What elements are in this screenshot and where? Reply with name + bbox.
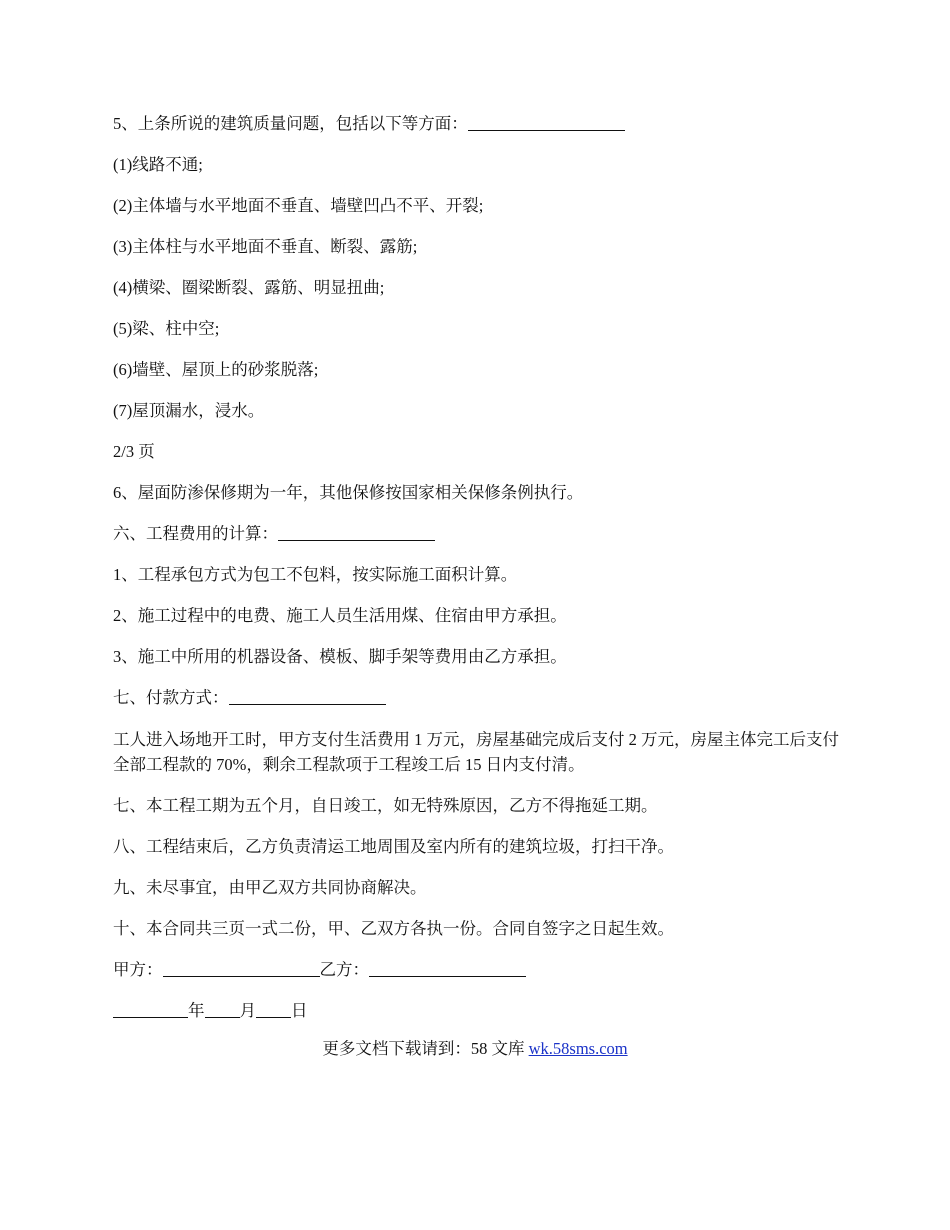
- paragraph: (6)墙壁、屋顶上的砂浆脱落;: [113, 360, 319, 379]
- year-label: 年: [188, 1001, 205, 1020]
- paragraph: (1)线路不通;: [113, 155, 203, 174]
- fill-in-blank: [278, 522, 435, 541]
- paragraph-text: 5、上条所说的建筑质量问题，包括以下等方面：: [113, 114, 468, 133]
- date-line: [113, 999, 840, 1023]
- party-a-blank: [163, 958, 320, 977]
- paragraph: 3、施工中所用的机器设备、模板、脚手架等费用由乙方承担。: [113, 647, 567, 666]
- document-body: [113, 112, 840, 1040]
- section-heading-text: 七、付款方式：: [113, 688, 229, 707]
- year-blank: [113, 999, 188, 1018]
- section-heading-text: 六、工程费用的计算：: [113, 524, 278, 543]
- party-b-blank: [369, 958, 526, 977]
- footer-text: 更多文档下载请到：58 文库: [322, 1039, 529, 1058]
- footer: [0, 1037, 950, 1061]
- section-heading: [113, 522, 840, 546]
- party-a-label: 甲方：: [113, 960, 163, 979]
- month-blank: [205, 999, 240, 1018]
- paragraph: 八、工程结束后，乙方负责清运工地周围及室内所有的建筑垃圾，打扫干净。: [113, 837, 674, 856]
- fill-in-blank: [468, 112, 625, 131]
- day-blank: [256, 999, 291, 1018]
- party-b-label: 乙方：: [319, 960, 369, 979]
- paragraph: (3)主体柱与水平地面不垂直、断裂、露筋;: [113, 237, 418, 256]
- day-label: 日: [291, 1001, 308, 1020]
- paragraph: 十、本合同共三页一式二份，甲、乙双方各执一份。合同自签字之日起生效。: [113, 919, 674, 938]
- paragraph: 九、未尽事宜，由甲乙双方共同协商解决。: [113, 878, 427, 897]
- paragraph: 工人进入场地开工时，甲方支付生活费用 1 万元，房屋基础完成后支付 2 万元，房屋主体完工后支付全部工程款的 70%，剩余工程款项于工程竣工后 15 日内支付清。: [113, 730, 839, 774]
- paragraph: 6、屋面防渗保修期为一年，其他保修按国家相关保修条例执行。: [113, 483, 584, 502]
- section-heading: [113, 686, 840, 710]
- footer-link[interactable]: wk.58sms.com: [528, 1039, 628, 1058]
- paragraph: 2、施工过程中的电费、施工人员生活用煤、住宿由甲方承担。: [113, 606, 567, 625]
- paragraph: (7)屋顶漏水，浸水。: [113, 401, 265, 420]
- paragraph: 七、本工程工期为五个月，自日竣工，如无特殊原因，乙方不得拖延工期。: [113, 796, 658, 815]
- month-label: 月: [239, 1001, 256, 1020]
- paragraph: (4)横梁、圈梁断裂、露筋、明显扭曲;: [113, 278, 385, 297]
- paragraph: [113, 112, 840, 136]
- page-number: 2/3 页: [113, 442, 155, 461]
- signature-line: [113, 958, 840, 982]
- fill-in-blank: [229, 686, 386, 705]
- paragraph: (5)梁、柱中空;: [113, 319, 220, 338]
- paragraph: 1、工程承包方式为包工不包料，按实际施工面积计算。: [113, 565, 518, 584]
- paragraph: (2)主体墙与水平地面不垂直、墙壁凹凸不平、开裂;: [113, 196, 484, 215]
